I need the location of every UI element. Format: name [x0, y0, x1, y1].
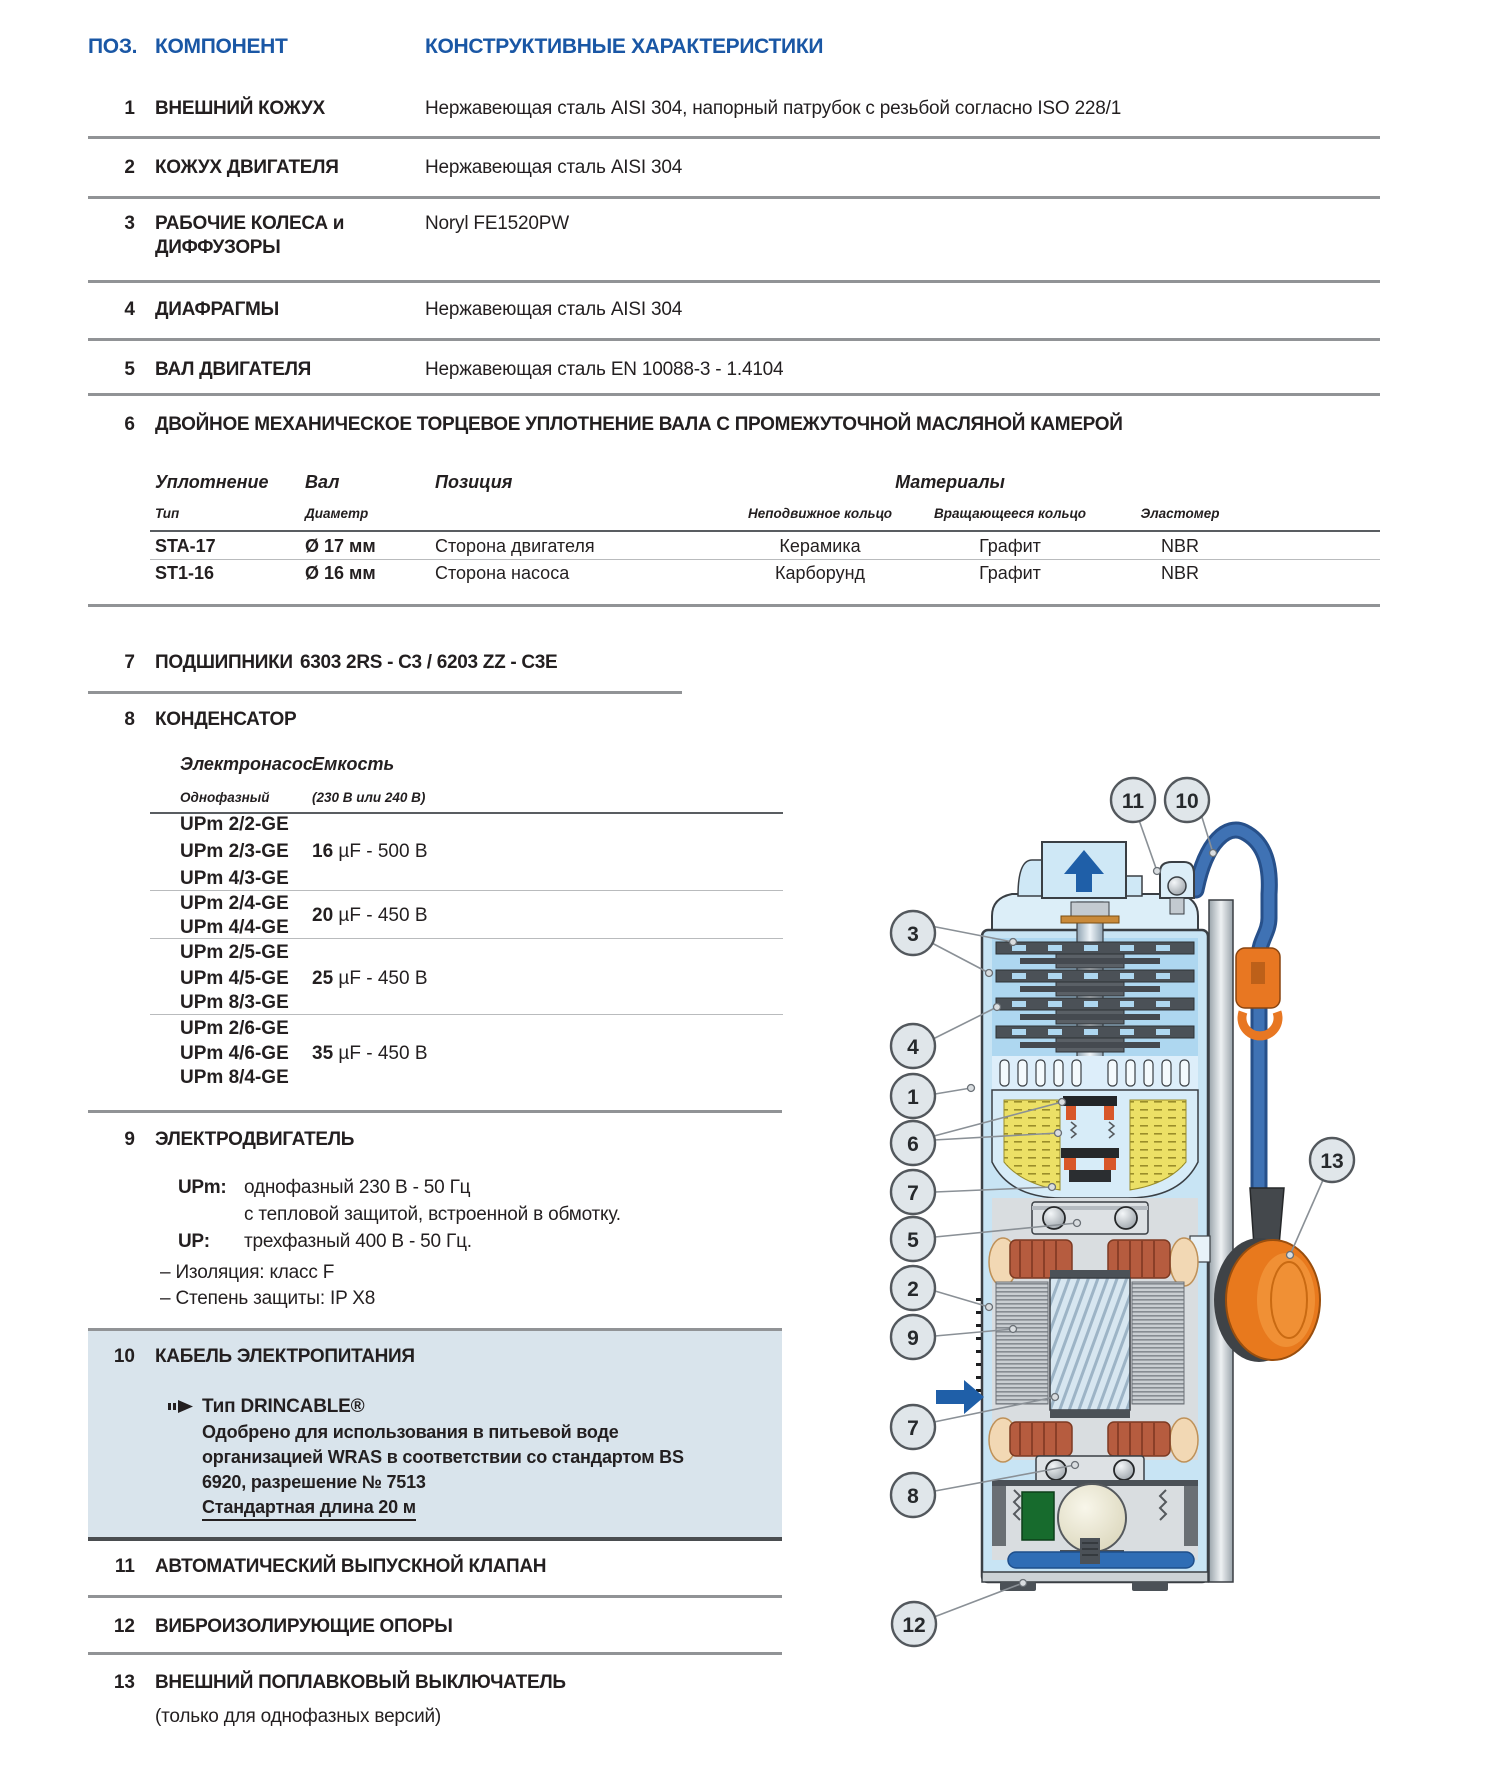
pump-shoulder [1018, 860, 1042, 896]
seal-row-position: Сторона двигателя [435, 536, 595, 556]
row-5-desc: Нержавеющая сталь EN 10088-3 - 1.4104 [425, 359, 784, 380]
seal-row-type: STA-17 [155, 536, 216, 556]
row-12-num: 12 [113, 1616, 135, 1637]
callout-3 [891, 911, 935, 955]
row-4-num: 4 [124, 299, 135, 320]
callout-12-label: 12 [902, 1614, 926, 1637]
callout-13-label: 13 [1320, 1150, 1344, 1173]
callout-7-upper [891, 1170, 935, 1214]
seal-col-elastomer: Эластомер [1140, 506, 1220, 521]
divider [88, 1652, 782, 1655]
row-1-title: ВНЕШНИЙ КОЖУХ [155, 98, 325, 119]
cap-value-unit: µF - 450 В [333, 905, 428, 926]
seal-row-elastomer: NBR [1160, 536, 1199, 556]
divider [88, 691, 682, 694]
seal-row-diameter: Ø 17 мм [305, 536, 376, 556]
callout-4 [891, 1024, 935, 1068]
callout-2 [891, 1266, 935, 1310]
cap-value-number: 25 [312, 968, 334, 989]
seal-row-type: ST1-16 [155, 563, 215, 583]
cap-col-capacity: Емкость [312, 754, 395, 774]
stator-core-left [996, 1282, 1048, 1404]
row-9-num: 9 [124, 1129, 135, 1150]
cap-model: UPm 8/4-GE [180, 1067, 289, 1088]
box-bottom-rule [88, 1537, 782, 1541]
float-cable-guide-pipe [1209, 900, 1233, 1582]
row-4-desc: Нержавеющая сталь AISI 304 [425, 299, 683, 320]
casing-stamp-marks [976, 1298, 981, 1392]
row-8-title: КОНДЕНСАТОР [155, 709, 297, 730]
divider [88, 136, 1380, 139]
row-8-num: 8 [124, 709, 135, 730]
row-7-value: 6303 2RS - C3 / 6203 ZZ - C3E [300, 652, 558, 673]
callout-1 [891, 1074, 935, 1118]
callout-11 [1111, 778, 1155, 822]
seal-row-position: Сторона насоса [435, 563, 570, 583]
cap-model: UPm 4/6-GE [180, 1043, 289, 1064]
row-3-title: РАБОЧИЕ КОЛЕСА и [155, 213, 345, 234]
divider [88, 604, 1380, 607]
callout-8-label: 8 [907, 1485, 919, 1508]
callout-10-label: 10 [1175, 790, 1199, 813]
cap-value-number: 16 [312, 841, 334, 862]
cap-value-number: 35 [312, 1043, 334, 1064]
divider [88, 280, 1380, 283]
cap-value [312, 841, 428, 863]
row-13-title: ВНЕШНИЙ ПОПЛАВКОВЫЙ ВЫКЛЮЧАТЕЛЬ [155, 1672, 566, 1693]
seal-row-rotating: Графит [979, 563, 1041, 583]
cap-value-unit: µF - 450 В [333, 1043, 428, 1064]
seal-row-diameter: Ø 16 мм [305, 563, 376, 583]
cap-value-number: 20 [312, 905, 334, 926]
divider [88, 1110, 782, 1113]
callout-4-label: 4 [907, 1036, 919, 1059]
motor-upm-line2: с тепловой защитой, встроенной в обмотку. [244, 1204, 621, 1225]
cable-standard-length: Стандартная длина 20 м [202, 1497, 416, 1521]
row-11-title: АВТОМАТИЧЕСКИЙ ВЫПУСКНОЙ КЛАПАН [155, 1556, 547, 1577]
row-6-title: ДВОЙНОЕ МЕХАНИЧЕСКОЕ ТОРЦЕВОЕ УПЛОТНЕНИЕ ВАЛА С ПРОМЕЖУТОЧНОЙ МАСЛЯНОЙ КАМЕРОЙ [155, 414, 1123, 435]
cap-model: UPm 2/3-GE [180, 841, 289, 862]
callout-7-label: 7 [907, 1417, 919, 1440]
stator-core-right [1132, 1282, 1184, 1404]
row-10-title: КАБЕЛЬ ЭЛЕКТРОПИТАНИЯ [155, 1346, 415, 1367]
seal-col-stationary: Неподвижное кольцо [747, 506, 893, 521]
callout-6-label: 6 [907, 1133, 919, 1156]
callout-11-label: 11 [1121, 790, 1145, 813]
callout-5-label: 5 [907, 1229, 919, 1252]
row-7-num: 7 [124, 652, 135, 673]
column-header-characteristics: КОНСТРУКТИВНЫЕ ХАРАКТЕРИСТИКИ [425, 35, 824, 58]
cap-model: UPm 2/6-GE [180, 1018, 289, 1039]
seal-row-stationary: Карборунд [774, 563, 866, 583]
row-13-num: 13 [113, 1672, 135, 1693]
row-6-num: 6 [124, 414, 135, 435]
cap-model: UPm 4/3-GE [180, 868, 289, 889]
cap-value-unit: µF - 450 В [333, 968, 428, 989]
seal-col-seal: Уплотнение [155, 472, 269, 492]
terminal-board [1022, 1492, 1054, 1540]
cap-row-rule [150, 938, 783, 939]
cap-model: UPm 2/5-GE [180, 942, 289, 963]
row-2-title: КОЖУХ ДВИГАТЕЛЯ [155, 157, 339, 178]
cap-row-rule [150, 1014, 783, 1015]
callout-2-label: 2 [907, 1278, 919, 1301]
cap-model: UPm 2/4-GE [180, 893, 289, 914]
cable-line-1: Одобрено для использования в питьевой воде [202, 1422, 619, 1442]
oil-chamber [992, 1090, 1198, 1198]
row-9-title: ЭЛЕКТРОДВИГАТЕЛЬ [155, 1129, 355, 1150]
row-10-num: 10 [113, 1346, 135, 1367]
row-11-num: 11 [114, 1556, 135, 1577]
callout-9 [891, 1315, 935, 1359]
cap-model: UPm 8/3-GE [180, 992, 289, 1013]
cap-value [312, 905, 428, 927]
row-13-note: (только для однофазных версий) [155, 1706, 442, 1727]
cable-type-line: Тип DRINCABLE® [202, 1396, 365, 1417]
vibration-foot [1132, 1582, 1168, 1591]
rotor [1050, 1270, 1130, 1418]
motor-upm-label: UPm: [178, 1177, 227, 1198]
divider [88, 393, 1380, 396]
cap-col-pump2: Однофазный [180, 790, 270, 805]
callout-8 [891, 1473, 935, 1517]
cap-value [312, 968, 428, 990]
pump-shoulder-step [1126, 876, 1142, 896]
seal-col-position: Позиция [435, 472, 513, 492]
callout-7-lower [891, 1405, 935, 1449]
motor-note-protection: – Степень защиты: IP X8 [160, 1288, 376, 1309]
row-5-num: 5 [124, 359, 135, 380]
cable-bullet-arrow-icon [168, 1399, 194, 1419]
cap-value-unit: µF - 500 В [333, 841, 428, 862]
pump-cutaway-diagram [760, 650, 1480, 1785]
row-3-title-line2: ДИФФУЗОРЫ [155, 237, 281, 258]
row-1-desc: Нержавеющая сталь AISI 304, напорный патрубок с резьбой согласно ISO 228/1 [425, 98, 1122, 119]
divider [88, 1595, 782, 1598]
upper-bearing [1032, 1202, 1148, 1234]
motor-up-line: трехфазный 400 В - 50 Гц. [244, 1231, 472, 1252]
row-12-title: ВИБРОИЗОЛИРУЮЩИЕ ОПОРЫ [155, 1616, 453, 1637]
row-3-num: 3 [124, 213, 135, 234]
cable-line-3: 6920, разрешение № 7513 [202, 1472, 426, 1492]
callout-7-label: 7 [907, 1182, 919, 1205]
cable-line-2: организацией WRAS в соответствии со стандартом BS [202, 1447, 684, 1467]
cap-col-capacity2: (230 В или 240 В) [312, 790, 426, 805]
seal-col-diameter: Диаметр [305, 506, 369, 521]
seal-header-rule [150, 530, 1380, 532]
row-7-title: ПОДШИПНИКИ [155, 652, 293, 673]
callout-9-label: 9 [907, 1327, 919, 1350]
cap-model: UPm 4/5-GE [180, 968, 289, 989]
row-1-num: 1 [124, 98, 135, 119]
callout-5 [891, 1217, 935, 1261]
seal-row-rotating: Графит [979, 536, 1041, 556]
cap-col-pump: Электронасос [180, 754, 313, 774]
seal-row-elastomer: NBR [1160, 563, 1199, 583]
suction-strainer [992, 1056, 1198, 1090]
row-3-desc: Noryl FE1520PW [425, 213, 569, 234]
seal-col-materials: Материалы [895, 472, 1005, 492]
seal-col-type: Тип [155, 506, 180, 521]
divider [88, 196, 1380, 199]
cap-model: UPm 4/4-GE [180, 917, 289, 938]
motor-upm-line1: однофазный 230 В - 50 Гц [244, 1177, 471, 1198]
cap-row-rule [150, 890, 783, 891]
divider [88, 338, 1380, 341]
row-4-title: ДИАФРАГМЫ [155, 299, 279, 320]
column-header-pos: ПОЗ. [88, 35, 138, 58]
row-2-num: 2 [124, 157, 135, 178]
suction-inlet-arrow-icon [936, 1380, 984, 1414]
cap-value [312, 1043, 428, 1065]
callout-10 [1165, 778, 1209, 822]
callout-1-label: 1 [907, 1086, 919, 1109]
callout-3-label: 3 [907, 923, 919, 946]
seal-col-rotating: Вращающееся кольцо [934, 506, 1086, 521]
cap-model: UPm 2/2-GE [180, 814, 289, 835]
row-2-desc: Нержавеющая сталь AISI 304 [425, 157, 683, 178]
callout-13 [1310, 1138, 1354, 1182]
seal-col-shaft: Вал [305, 472, 340, 492]
callout-12 [892, 1602, 936, 1646]
seal-row-stationary: Керамика [779, 536, 861, 556]
motor-up-label: UP: [178, 1231, 210, 1252]
row-5-title: ВАЛ ДВИГАТЕЛЯ [155, 359, 311, 380]
motor-note-insulation: – Изоляция: класс F [160, 1262, 335, 1283]
column-header-component: КОМПОНЕНТ [155, 35, 288, 58]
callout-6 [891, 1121, 935, 1165]
seal-row-rule [150, 559, 1380, 560]
